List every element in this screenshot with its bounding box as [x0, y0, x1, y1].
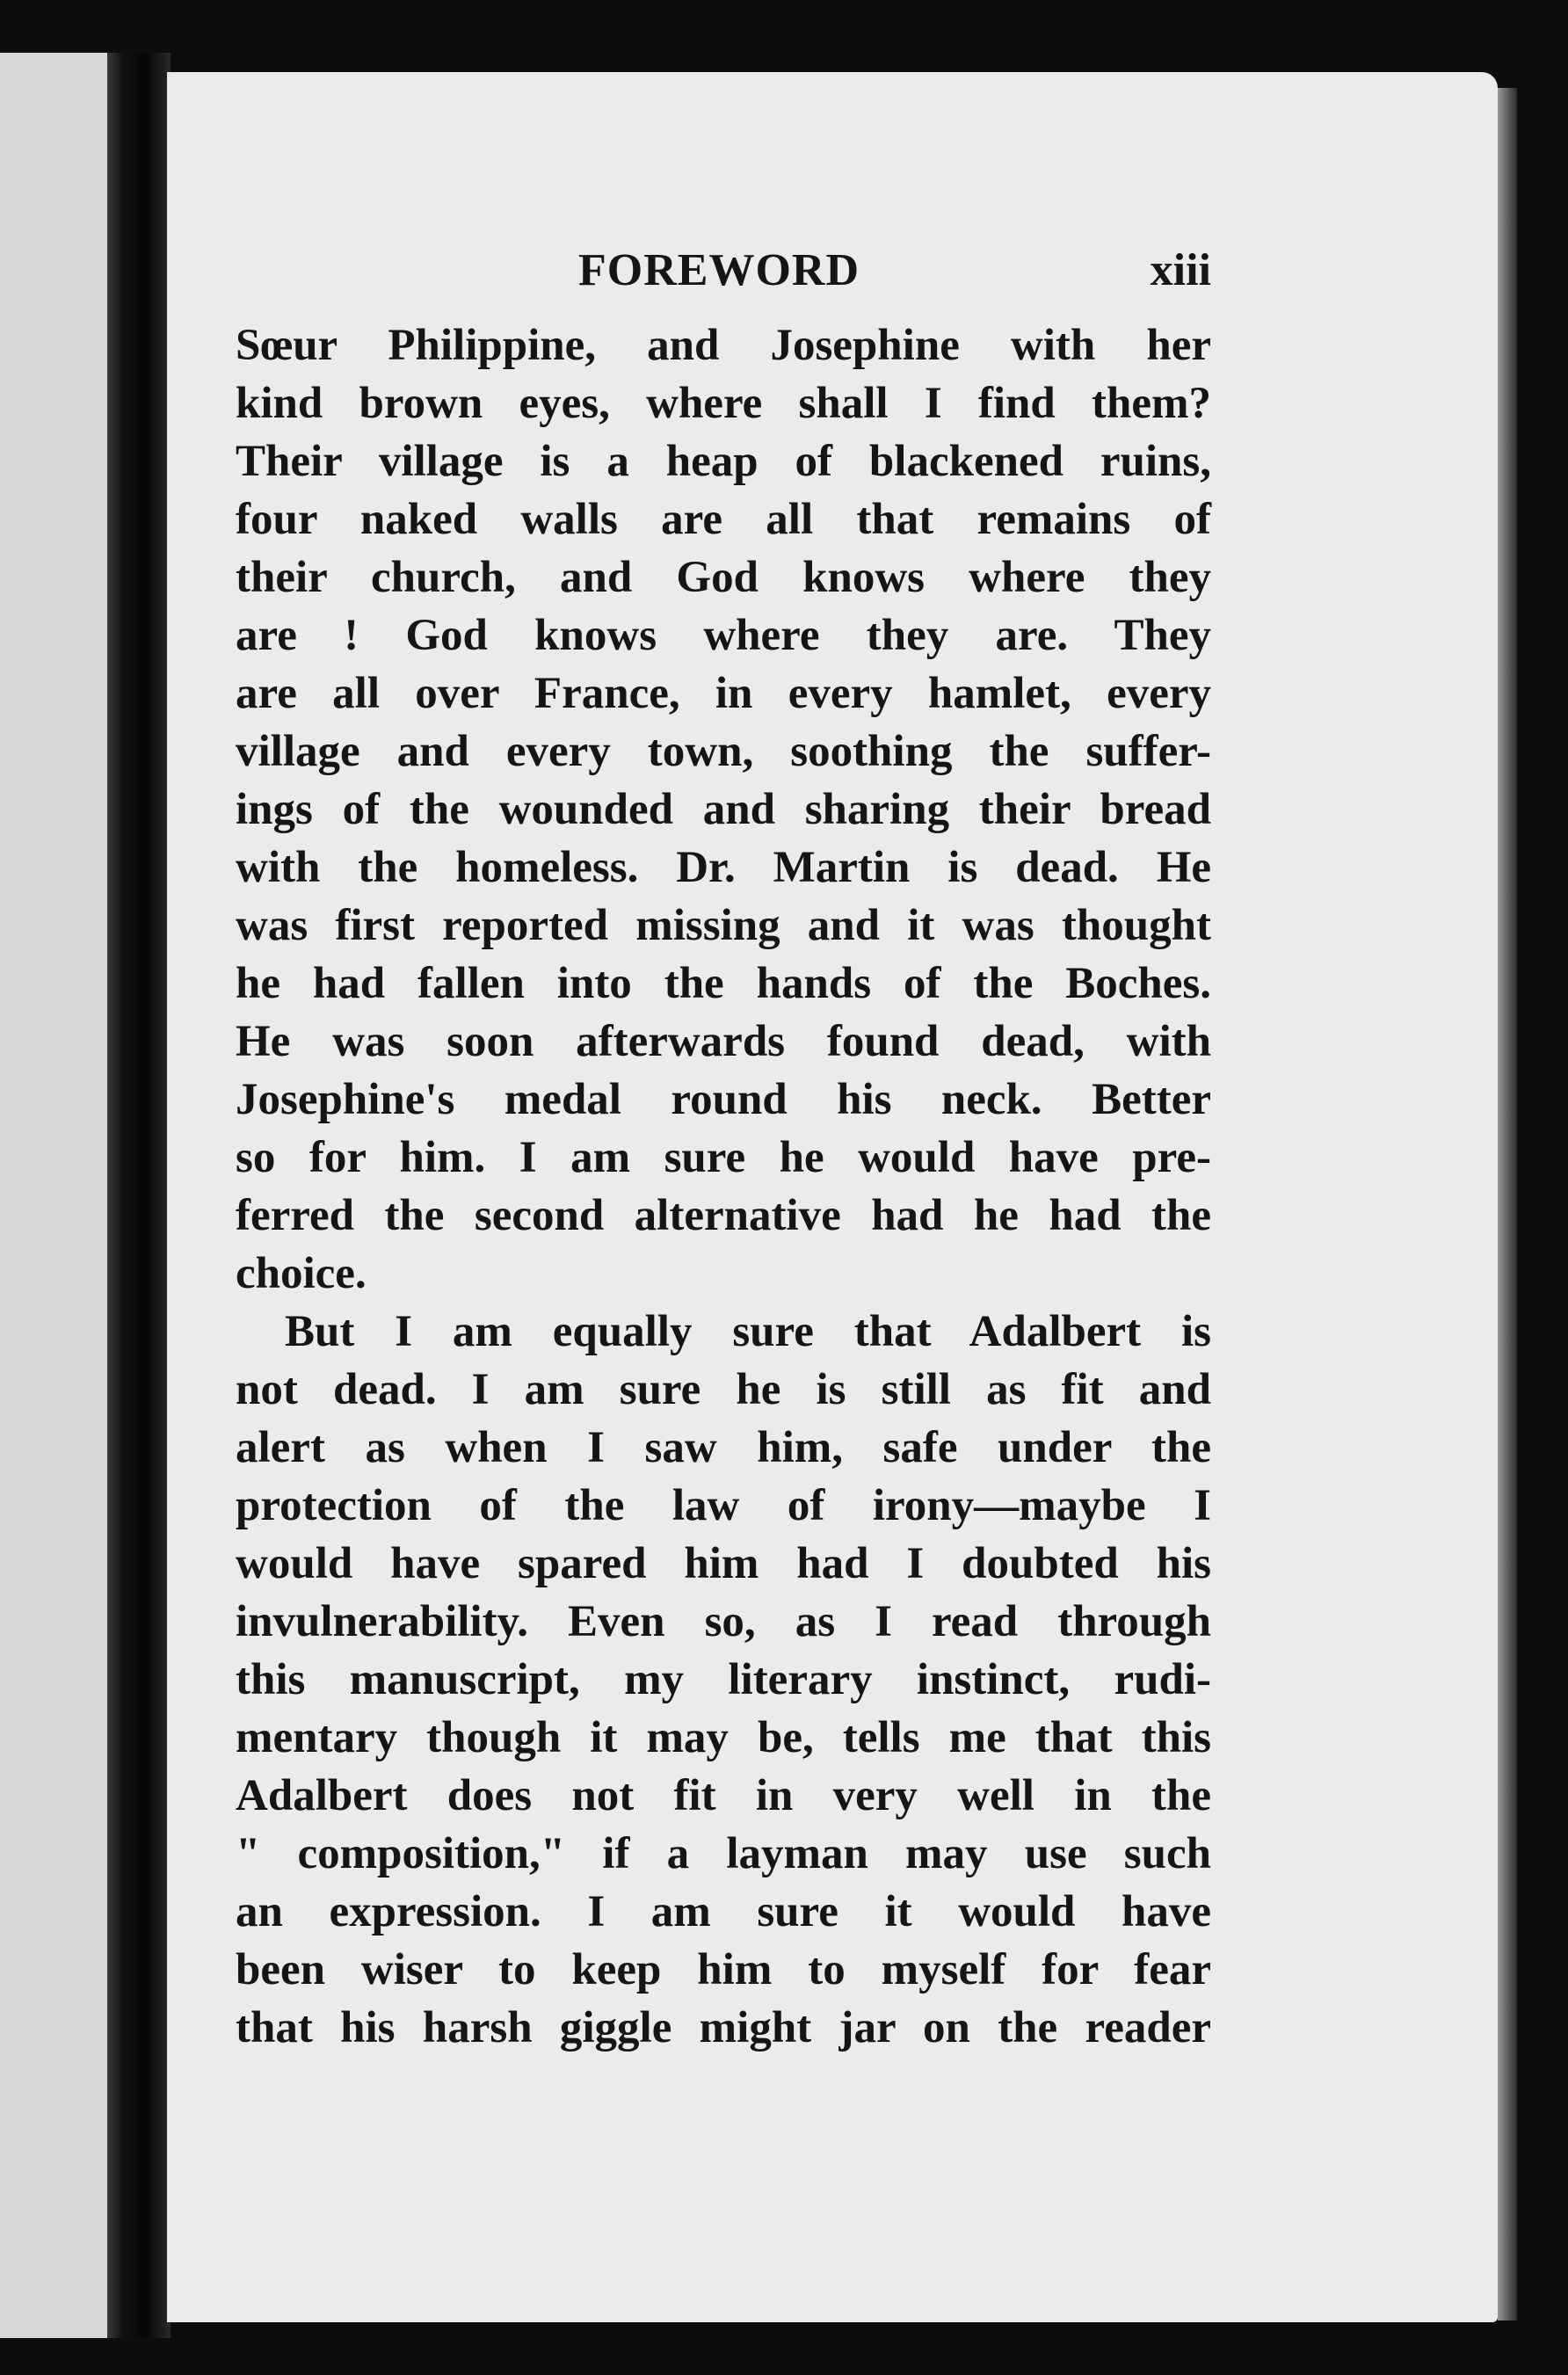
- text-line: He was soon afterwards found dead, with: [236, 1017, 1211, 1066]
- text-line: mentary though it may be, tells me that this: [236, 1713, 1211, 1762]
- text-line: protection of the law of irony—maybe I: [236, 1481, 1211, 1530]
- text-line: ings of the wounded and sharing their bread: [236, 785, 1211, 834]
- text-line: would have spared him had I doubted his: [236, 1539, 1211, 1588]
- text-line: " composition," if a layman may use such: [236, 1829, 1211, 1878]
- body-text: [236, 316, 1211, 2057]
- text-line: been wiser to keep him to myself for fear: [236, 1945, 1211, 1994]
- text-line: their church, and God knows where they: [236, 553, 1211, 602]
- page-header: [236, 244, 1211, 306]
- text-line: invulnerability. Even so, as I read through: [236, 1597, 1211, 1646]
- text-line: ferred the second alternative had he had the: [236, 1191, 1211, 1240]
- running-title: FOREWORD: [578, 245, 860, 295]
- text-line: not dead. I am sure he is still as fit and: [236, 1365, 1211, 1414]
- text-line: with the homeless. Dr. Martin is dead. He: [236, 843, 1211, 892]
- text-line: was first reported missing and it was thought: [236, 901, 1211, 950]
- text-line: four naked walls are all that remains of: [236, 495, 1211, 544]
- text-line: he had fallen into the hands of the Boches.: [236, 959, 1211, 1008]
- text-line: that his harsh giggle might jar on the reader: [236, 2003, 1211, 2052]
- text-line: Josephine's medal round his neck. Better: [236, 1075, 1211, 1124]
- page-edge-shadow: [1498, 88, 1517, 2321]
- text-line: choice.: [236, 1249, 367, 1298]
- text-line: kind brown eyes, where shall I find them?: [236, 379, 1211, 428]
- page-number: xiii: [1150, 245, 1211, 295]
- text-line: village and every town, soothing the suffer-: [236, 727, 1211, 776]
- text-line: are ! God knows where they are. They: [236, 611, 1211, 660]
- facing-page-edge: [0, 53, 113, 2338]
- text-line: Sœur Philippine, and Josephine with her: [236, 321, 1211, 370]
- text-line: alert as when I saw him, safe under the: [236, 1423, 1211, 1472]
- text-line: an expression. I am sure it would have: [236, 1887, 1211, 1936]
- text-line: are all over France, in every hamlet, every: [236, 669, 1211, 718]
- text-line: this manuscript, my literary instinct, rudi-: [236, 1655, 1211, 1704]
- book-spine-shadow: [107, 53, 171, 2338]
- text-line: Adalbert does not fit in very well in the: [236, 1771, 1211, 1820]
- text-line: But I am equally sure that Adalbert is: [285, 1307, 1211, 1356]
- text-line: Their village is a heap of blackened ruins,: [236, 437, 1211, 486]
- text-line: so for him. I am sure he would have pre-: [236, 1133, 1211, 1182]
